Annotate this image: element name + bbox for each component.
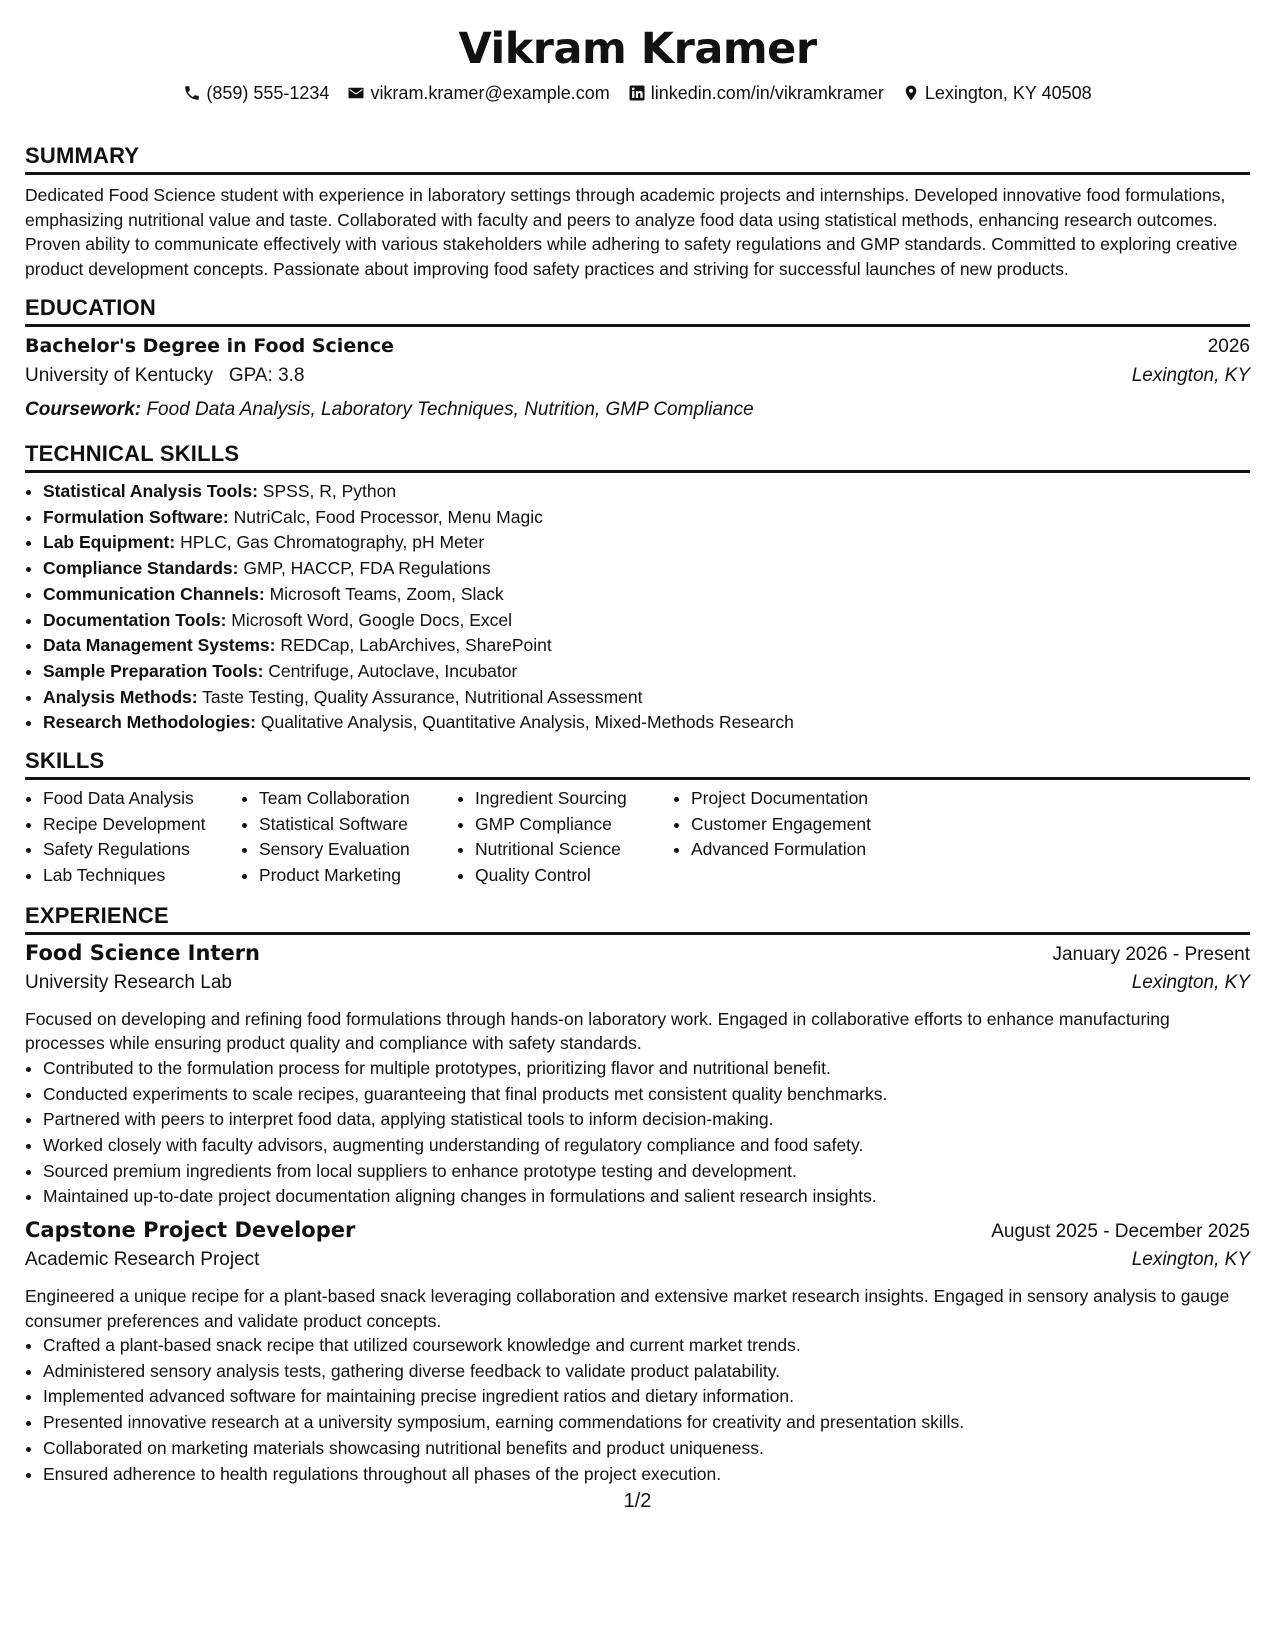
job-location: Lexington, KY bbox=[1131, 971, 1250, 993]
technical-skills-section bbox=[25, 441, 1250, 736]
education-details bbox=[25, 365, 1250, 395]
list-item bbox=[43, 608, 1250, 634]
contact-linkedin[interactable] bbox=[628, 83, 884, 104]
coursework bbox=[25, 395, 1250, 425]
linkedin-text: linkedin.com/in/vikramkramer bbox=[650, 82, 884, 103]
school-name: University of Kentucky bbox=[25, 365, 213, 386]
list-item: • Crafted a plant-based snack recipe that utilized coursework knowledge and current market trends. bbox=[43, 1333, 1250, 1359]
list-item bbox=[43, 685, 1250, 711]
list-item: • Recipe Development bbox=[43, 812, 241, 838]
skill-label: Data Management Systems: bbox=[43, 635, 276, 656]
skills-grid bbox=[25, 786, 1250, 889]
list-item: • Nutritional Science bbox=[475, 837, 673, 863]
experience-section bbox=[25, 903, 1250, 1487]
skill-value: HPLC, Gas Chromatography, pH Meter bbox=[180, 532, 485, 553]
list-item: • Implemented advanced software for maintaining precise ingredient ratios and dietary information. bbox=[43, 1384, 1250, 1410]
section-title: SUMMARY bbox=[25, 143, 1250, 175]
graduation-year: 2026 bbox=[1207, 336, 1250, 357]
candidate-name: Vikram Kramer bbox=[458, 24, 817, 74]
list-item bbox=[43, 479, 1250, 505]
list-item: • Team Collaboration bbox=[259, 786, 457, 812]
section-title: SKILLS bbox=[25, 748, 1250, 780]
list-item bbox=[43, 530, 1250, 556]
skill-value: Qualitative Analysis, Quantitative Analysis, Mixed-Methods Research bbox=[260, 712, 794, 733]
section-title: EXPERIENCE bbox=[25, 903, 1250, 935]
contact-bar bbox=[25, 81, 1250, 105]
contact-email[interactable] bbox=[347, 83, 609, 104]
degree-title: Bachelor's Degree in Food Science bbox=[25, 335, 394, 357]
job-org-row bbox=[25, 972, 1250, 1003]
education-section bbox=[25, 295, 1250, 425]
list-item: • Product Marketing bbox=[259, 863, 457, 889]
map-pin-icon bbox=[902, 84, 920, 102]
list-item: • Food Data Analysis bbox=[43, 786, 241, 812]
job-summary: Focused on developing and refining food formulations through hands-on laboratory work. Engaged in collaborative efforts to enhance manufacturing processes while ensuring product quality and compliance with safety standards. bbox=[25, 1008, 1170, 1054]
job-org-row bbox=[25, 1249, 1250, 1280]
email-text: vikram.kramer@example.com bbox=[370, 82, 610, 103]
list-item: • Statistical Software bbox=[259, 812, 457, 838]
coursework-label: Coursework: bbox=[25, 399, 142, 420]
list-item bbox=[43, 505, 1250, 531]
list-item: • Ensured adherence to health regulations throughout all phases of the project execution. bbox=[43, 1462, 1250, 1488]
list-item: • Maintained up-to-date project documentation aligning changes in formulations and salient research insights. bbox=[43, 1184, 1250, 1210]
skill-label: Lab Equipment: bbox=[43, 532, 176, 553]
skill-label: Compliance Standards: bbox=[43, 558, 239, 579]
list-item: • Customer Engagement bbox=[691, 812, 931, 838]
location-text: Lexington, KY 40508 bbox=[924, 82, 1092, 103]
list-item: • Presented innovative research at a university symposium, earning commendations for creativity and presentation skills. bbox=[43, 1410, 1250, 1436]
list-item: • Safety Regulations bbox=[43, 837, 241, 863]
coursework-list: Food Data Analysis, Laboratory Techniques, Nutrition, GMP Compliance bbox=[146, 399, 754, 420]
skill-label: Documentation Tools: bbox=[43, 609, 227, 630]
job-role: Food Science Intern bbox=[25, 940, 261, 965]
summary-section bbox=[25, 143, 1250, 281]
list-item bbox=[43, 556, 1250, 582]
list-item: • Sourced premium ingredients from local suppliers to enhance prototype testing and development. bbox=[43, 1159, 1250, 1185]
list-item: • Sensory Evaluation bbox=[259, 837, 457, 863]
job-entry bbox=[25, 941, 1250, 1210]
section-title: TECHNICAL SKILLS bbox=[25, 441, 1250, 473]
skills-column bbox=[241, 786, 457, 889]
job-summary: Engineered a unique recipe for a plant-based snack leveraging collaboration and extensive market research insights. Engaged in sensory analysis to gauge consumer preferences and validate product concepts. bbox=[25, 1286, 1230, 1331]
skill-label: Research Methodologies: bbox=[43, 712, 256, 733]
job-bullets bbox=[25, 1056, 1250, 1210]
contact-location bbox=[902, 83, 1092, 104]
skill-value: REDCap, LabArchives, SharePoint bbox=[280, 635, 552, 656]
skill-label: Analysis Methods: bbox=[43, 686, 198, 707]
skill-label: Sample Preparation Tools: bbox=[43, 660, 264, 681]
skills-column bbox=[25, 786, 241, 889]
skill-label: Statistical Analysis Tools: bbox=[43, 481, 258, 501]
resume-page bbox=[25, 0, 1250, 1650]
job-header bbox=[25, 1218, 1250, 1249]
list-item: • Ingredient Sourcing bbox=[475, 786, 673, 812]
list-item bbox=[43, 633, 1250, 659]
list-item bbox=[43, 710, 1250, 736]
job-org: Academic Research Project bbox=[25, 1249, 260, 1271]
page-number: 1/2 bbox=[623, 1490, 652, 1512]
list-item: • Worked closely with faculty advisors, augmenting understanding of regulatory compliance and food safety. bbox=[43, 1133, 1250, 1159]
list-item: • Lab Techniques bbox=[43, 863, 241, 889]
skill-value: Taste Testing, Quality Assurance, Nutritional Assessment bbox=[202, 686, 643, 707]
skill-value: Centrifuge, Autoclave, Incubator bbox=[268, 660, 518, 681]
section-title: EDUCATION bbox=[25, 295, 1250, 327]
skill-label: Communication Channels: bbox=[43, 583, 265, 604]
list-item: • Administered sensory analysis tests, gathering diverse feedback to validate product palatability. bbox=[43, 1359, 1250, 1385]
gpa: GPA: 3.8 bbox=[228, 365, 305, 386]
job-location: Lexington, KY bbox=[1131, 1249, 1250, 1271]
linkedin-icon bbox=[628, 84, 646, 102]
skill-value: Microsoft Word, Google Docs, Excel bbox=[231, 609, 513, 630]
list-item: • Advanced Formulation bbox=[691, 837, 931, 863]
list-item: • Partnered with peers to interpret food data, applying statistical tools to inform decision-making. bbox=[43, 1107, 1250, 1133]
envelope-icon bbox=[347, 84, 365, 102]
school-gpa bbox=[25, 365, 305, 387]
skill-value: GMP, HACCP, FDA Regulations bbox=[243, 558, 491, 579]
job-dates: January 2026 - Present bbox=[1052, 943, 1250, 965]
list-item: • Contributed to the formulation process for multiple prototypes, prioritizing flavor and nutritional benefit. bbox=[43, 1056, 1250, 1082]
list-item: • Project Documentation bbox=[691, 786, 931, 812]
job-dates: August 2025 - December 2025 bbox=[991, 1221, 1250, 1243]
job-entry bbox=[25, 1218, 1250, 1487]
phone-text: (859) 555-1234 bbox=[206, 82, 330, 103]
skill-value: NutriCalc, Food Processor, Menu Magic bbox=[233, 506, 543, 527]
job-bullets bbox=[25, 1333, 1250, 1487]
job-header bbox=[25, 941, 1250, 972]
job-role: Capstone Project Developer bbox=[25, 1218, 356, 1243]
list-item: • Quality Control bbox=[475, 863, 673, 889]
skills-section bbox=[25, 748, 1250, 889]
education-location: Lexington, KY bbox=[1131, 365, 1250, 386]
technical-skills-list bbox=[25, 479, 1250, 736]
list-item bbox=[43, 659, 1250, 685]
list-item bbox=[43, 582, 1250, 608]
list-item: • Collaborated on marketing materials showcasing nutritional benefits and product uniqueness. bbox=[43, 1436, 1250, 1462]
job-org: University Research Lab bbox=[25, 971, 232, 993]
skills-column bbox=[457, 786, 673, 889]
list-item: • GMP Compliance bbox=[475, 812, 673, 838]
phone-icon bbox=[183, 84, 201, 102]
skill-value: SPSS, R, Python bbox=[262, 481, 397, 501]
skills-column bbox=[673, 786, 931, 889]
skill-value: Microsoft Teams, Zoom, Slack bbox=[269, 583, 504, 604]
education-header bbox=[25, 335, 1250, 365]
skill-label: Formulation Software: bbox=[43, 506, 229, 527]
contact-phone[interactable] bbox=[183, 83, 329, 104]
list-item: • Conducted experiments to scale recipes, guaranteeing that final products met consistent quality benchmarks. bbox=[43, 1082, 1250, 1108]
summary-text: Dedicated Food Science student with experience in laboratory settings through academic projects and internships. Developed innovative food formulations, emphasizing nutritional value and taste. Collaborated with faculty and peers to analyze food data using statistical methods, enhancing research outcomes. Proven ability to communicate effectively with various stakeholders while adhering to safety regulations and GMP standards. Committed to exploring creative product development concepts. Passionate about improving food safety practices and striving for successful launches of new products. bbox=[25, 185, 1238, 279]
